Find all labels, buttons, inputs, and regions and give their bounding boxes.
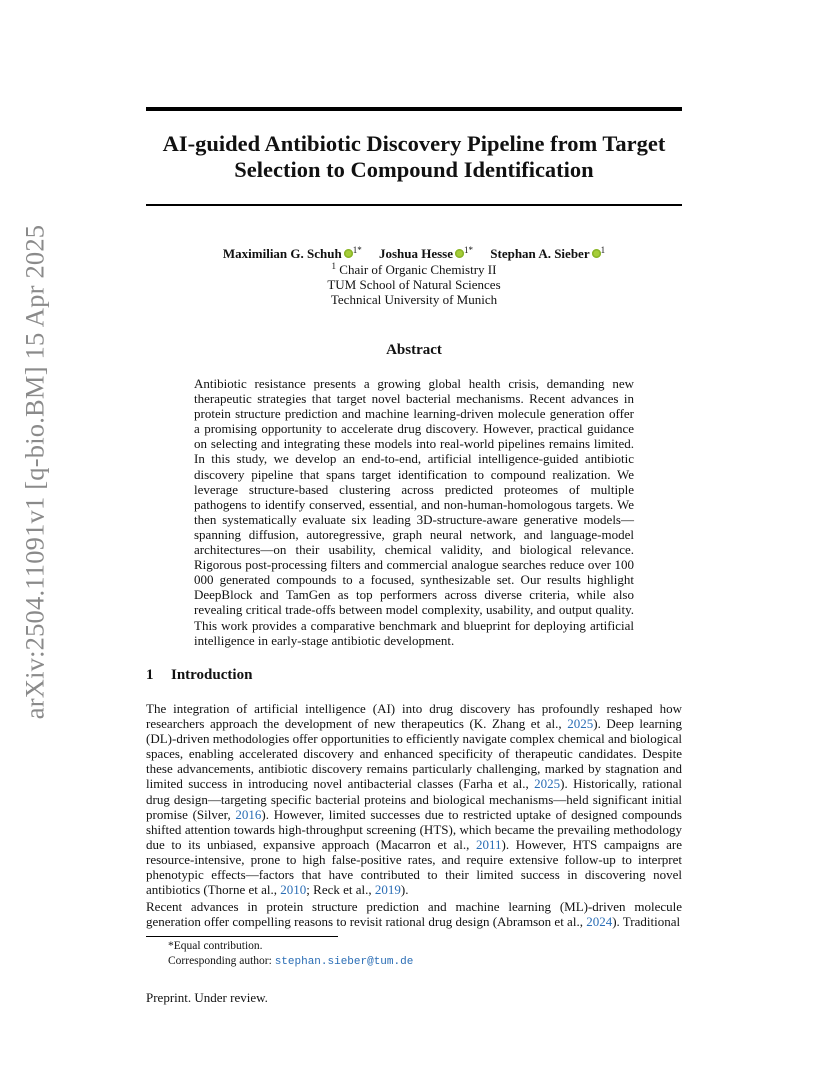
affiliation [146, 259, 682, 307]
arxiv-identifier[interactable]: arXiv:2504.11091v1 [q-bio.BM] 15 Apr 2025 [19, 224, 50, 720]
affiliation-university: Technical University of Munich [330, 292, 498, 307]
paper-title: AI-guided Antibiotic Discovery Pipeline from Target Selection to Compound Identification [162, 131, 666, 182]
title-top-rule [146, 107, 682, 111]
text-run: ; Reck et al., [306, 882, 375, 898]
affiliation-mark: 1 [331, 261, 337, 271]
section-heading-introduction [146, 667, 252, 684]
text-run: ). Deep learning (DL)-driven methodologies offer opportunities to efficiently navigate complex chemical and biological spaces, enabling accelerated discovery and enhanced specificity of therapeutic candidates. Despite these advancements, antibiotic discovery remains particularly challenging, marked by stagnation and limited success in introducing novel antibacterial classes (Farha et al., [146, 716, 682, 792]
citation-link[interactable]: 2024 [586, 914, 613, 930]
author-name: Maximilian G. Schuh [222, 246, 342, 261]
email-link[interactable]: stephan.sieber@tum.de [274, 955, 414, 968]
author-name: Joshua Hesse [378, 246, 454, 261]
abstract-heading: Abstract [386, 342, 442, 358]
citation-link[interactable]: 2025 [567, 716, 594, 732]
section-title: Introduction [171, 667, 253, 683]
orcid-icon[interactable] [455, 249, 464, 258]
text-run: Recent advances in protein structure prediction and machine learning (ML)-driven molecule generation offer compelling reasons to revisit rational drug design (Abramson et al., [146, 899, 682, 930]
orcid-icon[interactable] [592, 249, 601, 258]
affiliation-line-1 [146, 259, 682, 277]
author-affiliation-mark: 1* [352, 245, 362, 255]
corresponding-author-label: Corresponding author: [168, 954, 275, 967]
author-affiliation-mark: 1 [600, 245, 606, 255]
text-run: ). However, HTS campaigns are resource-intensive, prone to high false-positive rates, and require extensive follow-up to interpret phenotypic effects—factors that have contributed to their limited success in discovering novel antibiotics (Thorne et al., [146, 836, 682, 898]
footnote-rule [146, 936, 338, 937]
citation-link[interactable]: 2016 [235, 806, 262, 822]
preprint-notice: Preprint. Under review. [146, 990, 268, 1005]
text-run: ). [400, 882, 409, 898]
text-run: ). Traditional [612, 914, 681, 930]
intro-paragraph-1 [146, 701, 682, 897]
intro-paragraph-2 [146, 899, 682, 929]
citation-link[interactable]: 2019 [374, 882, 401, 898]
affiliation-school: TUM School of Natural Sciences [327, 277, 501, 292]
corresponding-author-note [168, 954, 413, 970]
text-run: ). Historically, rational drug design—targeting specific bacterial proteins and biological mechanisms—held significant initial promise (Silver, [146, 776, 682, 822]
citation-link[interactable]: 2010 [280, 882, 307, 898]
text-run: The integration of artificial intelligence (AI) into drug discovery has profoundly reshaped how researchers approach the development of new therapeutics (K. Zhang et al., [146, 701, 682, 732]
equal-contribution-note: *Equal contribution. [168, 940, 263, 952]
footnotes [168, 939, 413, 969]
author-name: Stephan A. Sieber [490, 246, 590, 261]
affiliation-chair: Chair of Organic Chemistry II [339, 262, 497, 277]
author-affiliation-mark: 1* [464, 245, 474, 255]
text-run: ). However, limited successes due to restricted uptake of designed compounds shifted attention towards high-throughput screening (HTS), which became the prevailing methodology due to its unbiased, expansive approach (Macarron et al., [146, 806, 682, 852]
arxiv-sidebar [0, 0, 70, 1072]
title-bottom-rule [146, 204, 682, 206]
section-number: 1 [146, 667, 154, 683]
citation-link[interactable]: 2011 [475, 836, 502, 852]
citation-link[interactable]: 2025 [534, 776, 561, 792]
abstract-text: Antibiotic resistance presents a growing global health crisis, demanding new therapeutic strategies that target novel bacterial mechanisms. Recent advances in protein structure prediction and machine learning-driven molecule generation offer a promising opportunity to accelerate drug discovery. However, practical guidance on selecting and integrating these models into real-world pipelines remains limited. In this study, we develop an end-to-end, artificial intelligence-guided antibiotic discovery pipeline that spans target identification to compound realization. We leverage structure-based clustering across predicted proteomes of multiple pathogens to identify conserved, essential, and non-human-homologous targets. We then systematically evaluate six leading 3D-structure-aware generative models—spanning diffusion, autoregressive, graph neural network, and language-model architectures—on their usability, chemical validity, and biological relevance. Rigorous post-processing filters and commercial analogue searches reduce over 100 000 generated compounds to a focused, synthesizable set. Our results highlight DeepBlock and TamGen as top performers across diverse criteria, while also revealing critical trade-offs between model complexity, usability, and output quality. This work provides a comparative benchmark and blueprint for deploying artificial intelligence in early-stage antibiotic development. [194, 376, 634, 648]
orcid-icon[interactable] [344, 249, 353, 258]
